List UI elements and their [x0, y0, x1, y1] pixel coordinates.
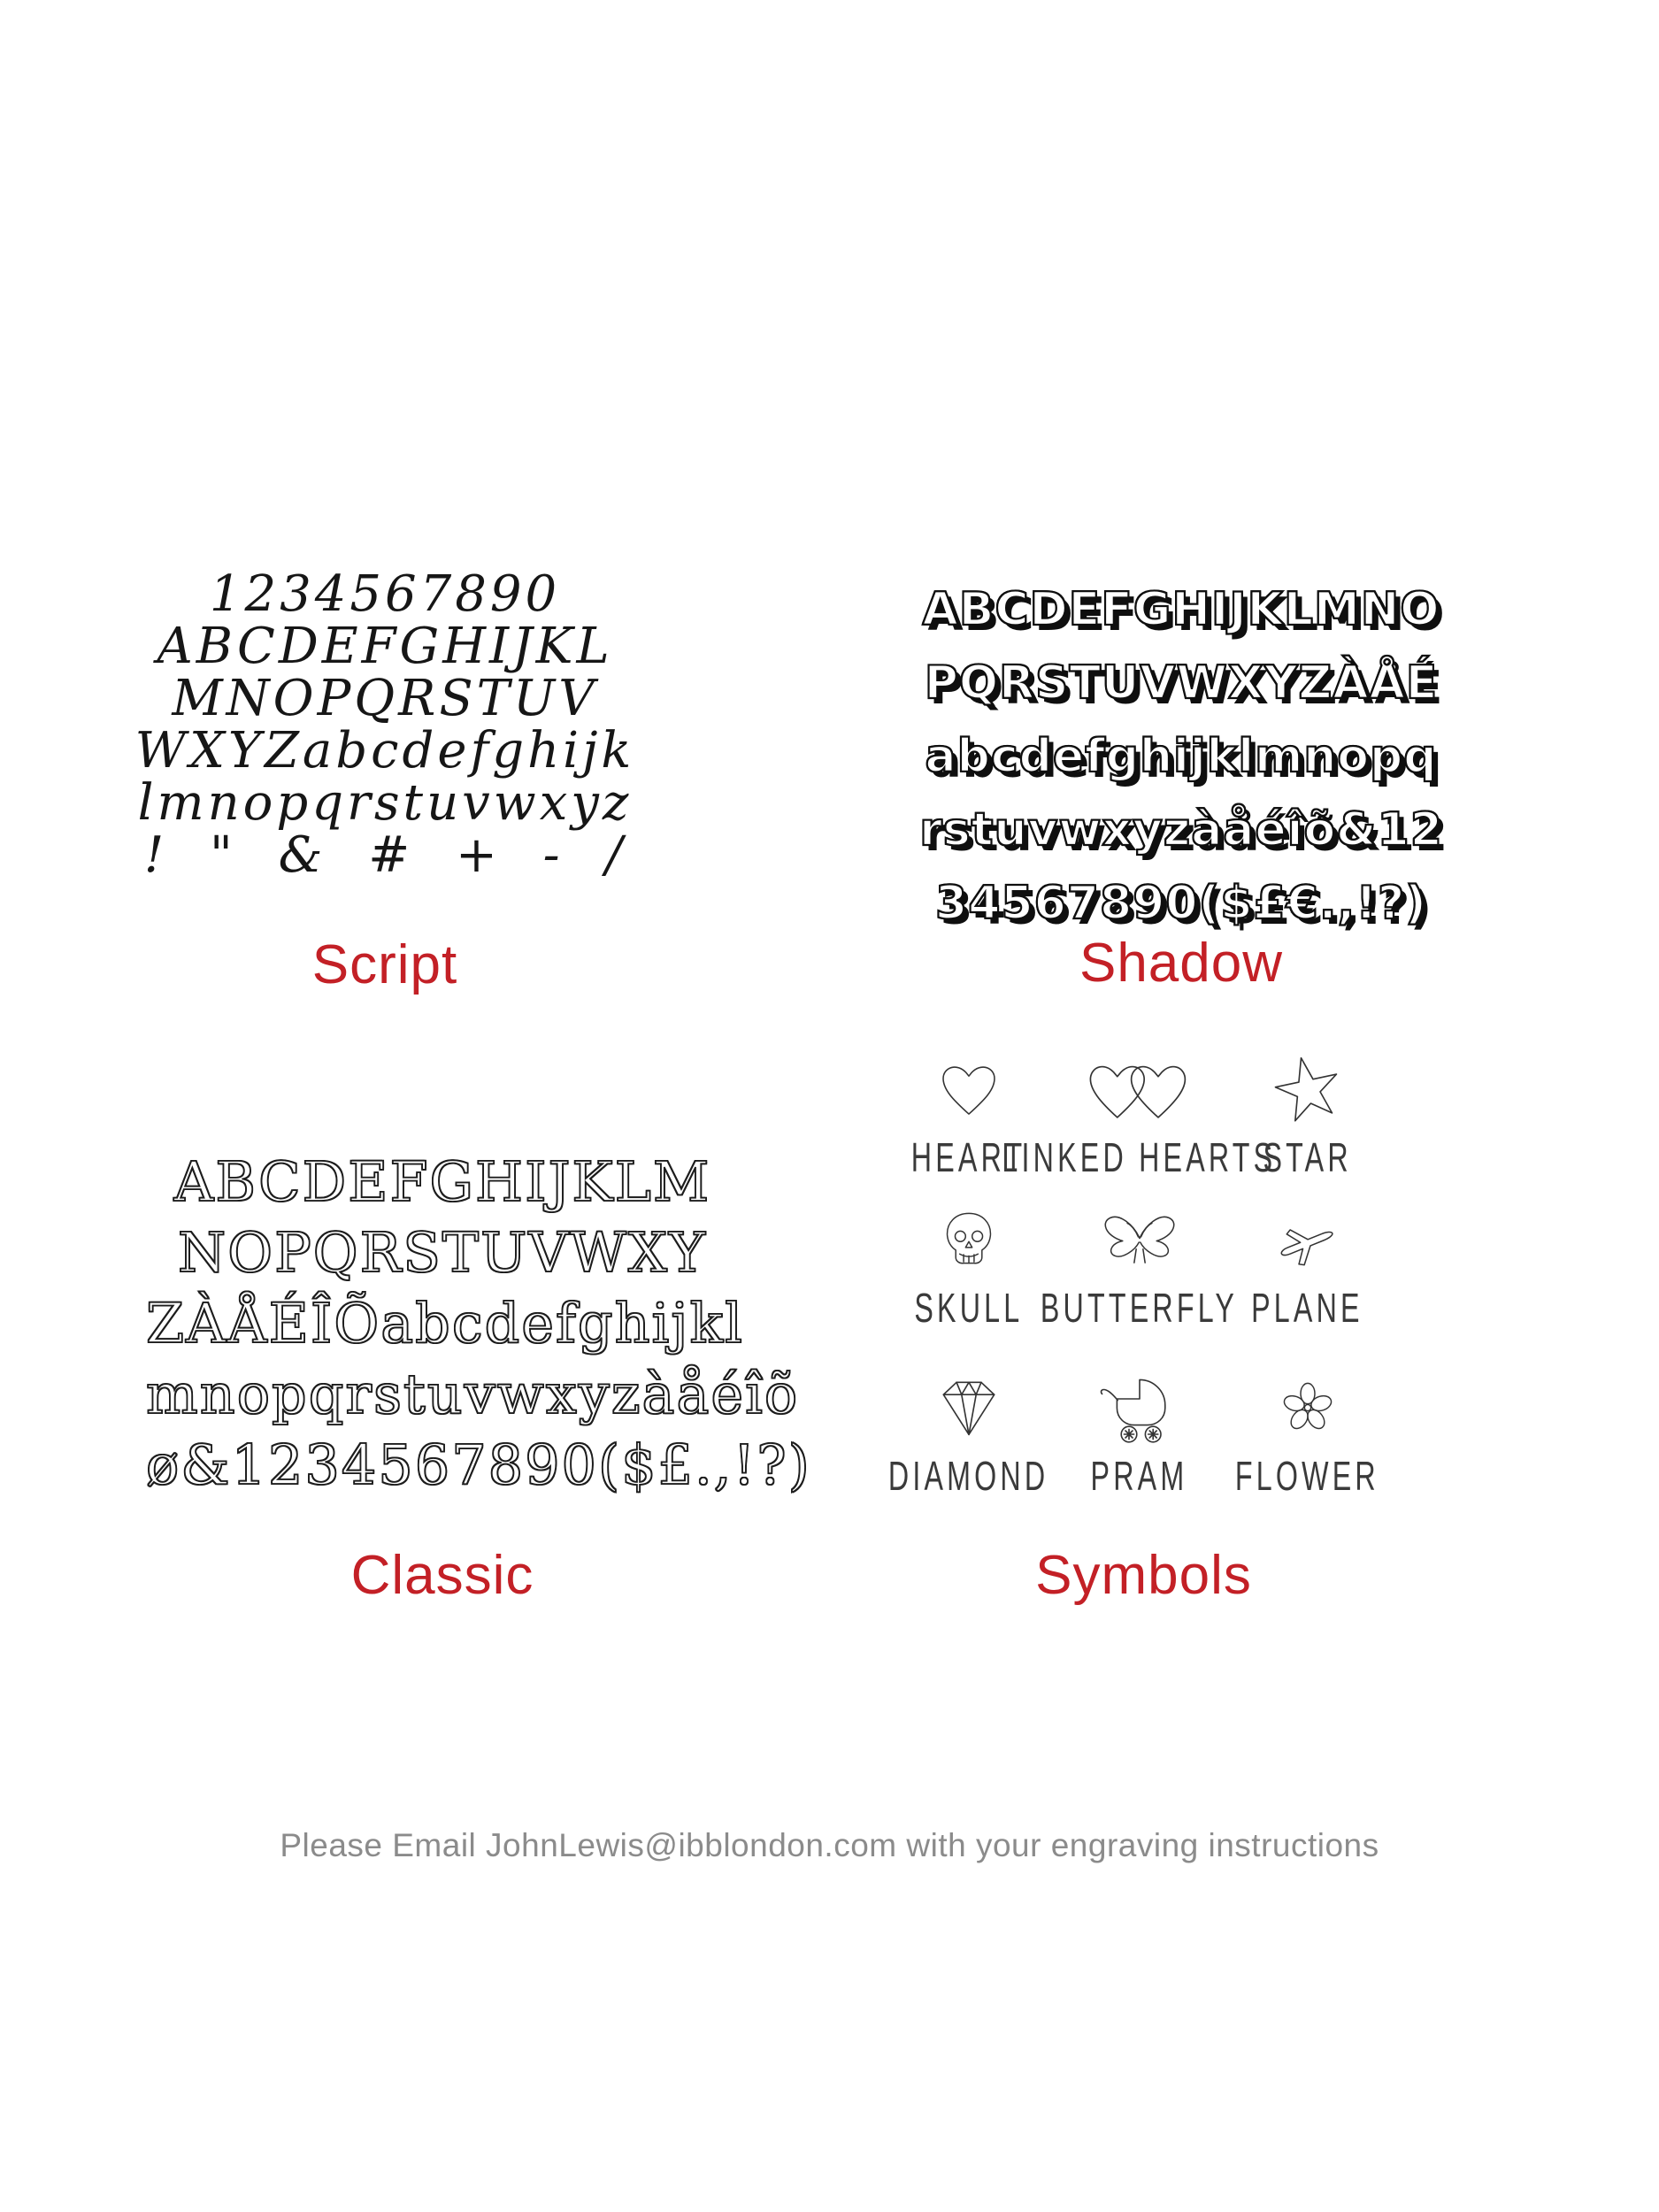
- symbol-item-butterfly: [1040, 1197, 1239, 1331]
- classic-font-sample: [146, 1147, 811, 1501]
- star-icon: [1271, 1047, 1345, 1132]
- plane-icon: [1269, 1197, 1347, 1282]
- classic-sample-line: ABCDEFGHIJKLM: [173, 1149, 711, 1214]
- symbol-label: PLANE: [1251, 1285, 1363, 1331]
- classic-sample-line: ZÀÅÉÎÕabcdefghijkl: [146, 1291, 744, 1356]
- script-section-label: Script: [311, 934, 458, 995]
- engraving-instructions-note: Please Email JohnLewis@ibblondon.com with your engraving instructions: [280, 1827, 1379, 1863]
- script-sample-line: ABCDEFGHIJKL: [157, 618, 613, 675]
- symbol-label: PRAM: [1090, 1453, 1188, 1499]
- classic-sample-line: NOPQRSTUVWXY: [178, 1220, 707, 1285]
- script-sample-line: 1234567890: [209, 565, 561, 623]
- shadow-sample-line: ABCDEFGHIJKLMNO: [922, 583, 1440, 636]
- script-sample-line: MNOPQRSTUV: [172, 670, 598, 727]
- script-font-sample: [71, 565, 699, 884]
- skull-icon: [936, 1197, 1002, 1282]
- script-sample-line: lmnopqrstuvwxyz: [137, 774, 633, 832]
- shadow-section-label: Shadow: [1079, 933, 1284, 994]
- symbol-item-linked-hearts: [1002, 1047, 1277, 1180]
- symbol-label: STAR: [1263, 1134, 1352, 1180]
- symbols-row-1: [889, 1047, 1385, 1178]
- pram-icon: [1097, 1365, 1182, 1450]
- shadow-sample-line: abcdefghijklmnopq: [925, 730, 1438, 783]
- symbol-item-diamond: [888, 1365, 1049, 1499]
- symbol-label: DIAMOND: [888, 1453, 1049, 1499]
- symbols-row-2: [889, 1197, 1385, 1331]
- symbols-section-label: Symbols: [1035, 1545, 1252, 1606]
- flower-icon: [1272, 1365, 1343, 1450]
- symbol-item-plane: [1230, 1197, 1385, 1331]
- heart-icon: [933, 1047, 1005, 1132]
- symbol-item-skull: [889, 1197, 1048, 1331]
- butterfly-icon: [1095, 1197, 1184, 1282]
- symbol-item-pram: [1048, 1365, 1230, 1499]
- classic-section-label: Classic: [350, 1545, 534, 1606]
- symbol-label: SKULL: [914, 1285, 1024, 1331]
- symbol-label: BUTTERFLY: [1040, 1285, 1239, 1331]
- classic-sample-line: mnopqrstuvwxyzàåéîõ: [146, 1362, 800, 1426]
- symbol-item-flower: [1230, 1365, 1385, 1499]
- shadow-font-sample: [902, 573, 1460, 941]
- diamond-icon: [928, 1365, 1010, 1450]
- script-sample-line: ! " & # + - /: [143, 826, 626, 884]
- symbol-label: LINKED HEARTS: [1002, 1134, 1277, 1180]
- script-sample-line: WXYZabcdefghijk: [134, 722, 635, 780]
- classic-sample-line: ø&1234567890($£.,!?): [146, 1432, 811, 1497]
- symbols-row-3: [888, 1365, 1385, 1499]
- shadow-sample-line: 34567890($£€.,!?): [935, 877, 1427, 930]
- symbol-label: HEART: [911, 1134, 1026, 1180]
- symbol-label: FLOWER: [1235, 1453, 1379, 1499]
- shadow-sample-line: PQRSTUVWXYZÀÅÉ: [924, 657, 1439, 710]
- shadow-sample-line: rstuvwxyzàåéîõ&12: [919, 803, 1443, 856]
- linked-hearts-icon: [1072, 1047, 1207, 1132]
